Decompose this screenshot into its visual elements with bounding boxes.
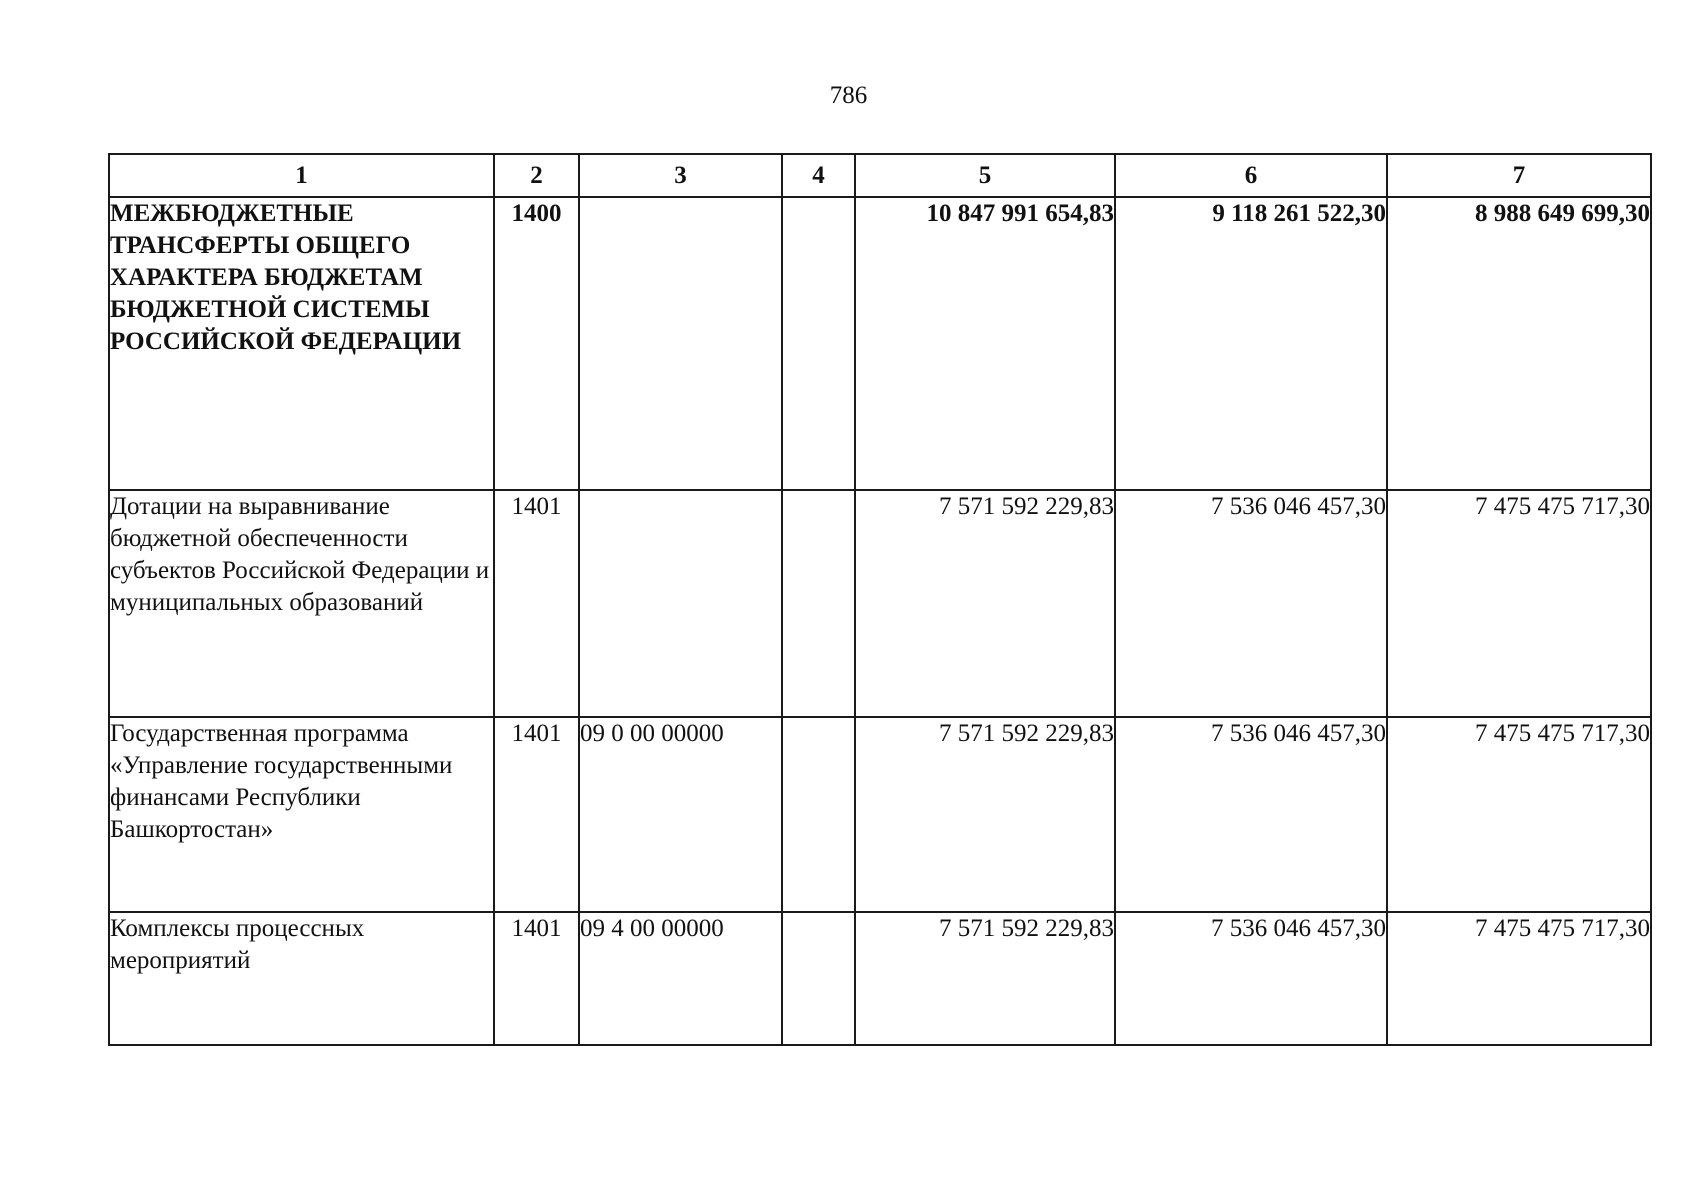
row-target-article	[579, 490, 782, 717]
row-amount-3: 7 475 475 717,30	[1387, 490, 1651, 717]
row-amount-3: 7 475 475 717,30	[1387, 717, 1651, 912]
row-target-article: 09 0 00 00000	[579, 717, 782, 912]
table-row	[109, 490, 1651, 717]
row-target-article	[579, 197, 782, 490]
table-header-row	[109, 154, 1651, 197]
row-name: Государственная программа «Управление государственными финансами Республики Башкортостан»	[109, 717, 494, 912]
row-amount-1: 7 571 592 229,83	[855, 717, 1115, 912]
row-amount-1: 10 847 991 654,83	[855, 197, 1115, 490]
row-section: 1401	[494, 490, 579, 717]
row-expense-type	[782, 197, 855, 490]
row-amount-2: 7 536 046 457,30	[1115, 717, 1387, 912]
column-header: 5	[855, 154, 1115, 197]
row-amount-2: 7 536 046 457,30	[1115, 912, 1387, 1045]
row-section: 1401	[494, 912, 579, 1045]
row-expense-type	[782, 717, 855, 912]
row-section: 1400	[494, 197, 579, 490]
row-section: 1401	[494, 717, 579, 912]
budget-table	[108, 153, 1652, 1046]
row-name: Дотации на выравнивание бюджетной обеспеченности субъектов Российской Федерации и муниципальных образований	[109, 490, 494, 717]
row-amount-3: 7 475 475 717,30	[1387, 912, 1651, 1045]
row-expense-type	[782, 490, 855, 717]
row-amount-2: 9 118 261 522,30	[1115, 197, 1387, 490]
column-header: 7	[1387, 154, 1651, 197]
column-header: 1	[109, 154, 494, 197]
row-target-article: 09 4 00 00000	[579, 912, 782, 1045]
table-row	[109, 717, 1651, 912]
row-name: Комплексы процессных мероприятий	[109, 912, 494, 1045]
row-name: МЕЖБЮДЖЕТНЫЕ ТРАНСФЕРТЫ ОБЩЕГО ХАРАКТЕРА БЮДЖЕТАМ БЮДЖЕТНОЙ СИСТЕМЫ РОССИЙСКОЙ ФЕДЕРАЦИИ	[109, 197, 494, 490]
row-amount-1: 7 571 592 229,83	[855, 912, 1115, 1045]
table-row	[109, 197, 1651, 490]
page-number: 786	[829, 82, 868, 109]
row-amount-1: 7 571 592 229,83	[855, 490, 1115, 717]
row-amount-3: 8 988 649 699,30	[1387, 197, 1651, 490]
column-header: 6	[1115, 154, 1387, 197]
column-header: 3	[579, 154, 782, 197]
row-amount-2: 7 536 046 457,30	[1115, 490, 1387, 717]
row-expense-type	[782, 912, 855, 1045]
table-row	[109, 912, 1651, 1045]
column-header: 4	[782, 154, 855, 197]
column-header: 2	[494, 154, 579, 197]
